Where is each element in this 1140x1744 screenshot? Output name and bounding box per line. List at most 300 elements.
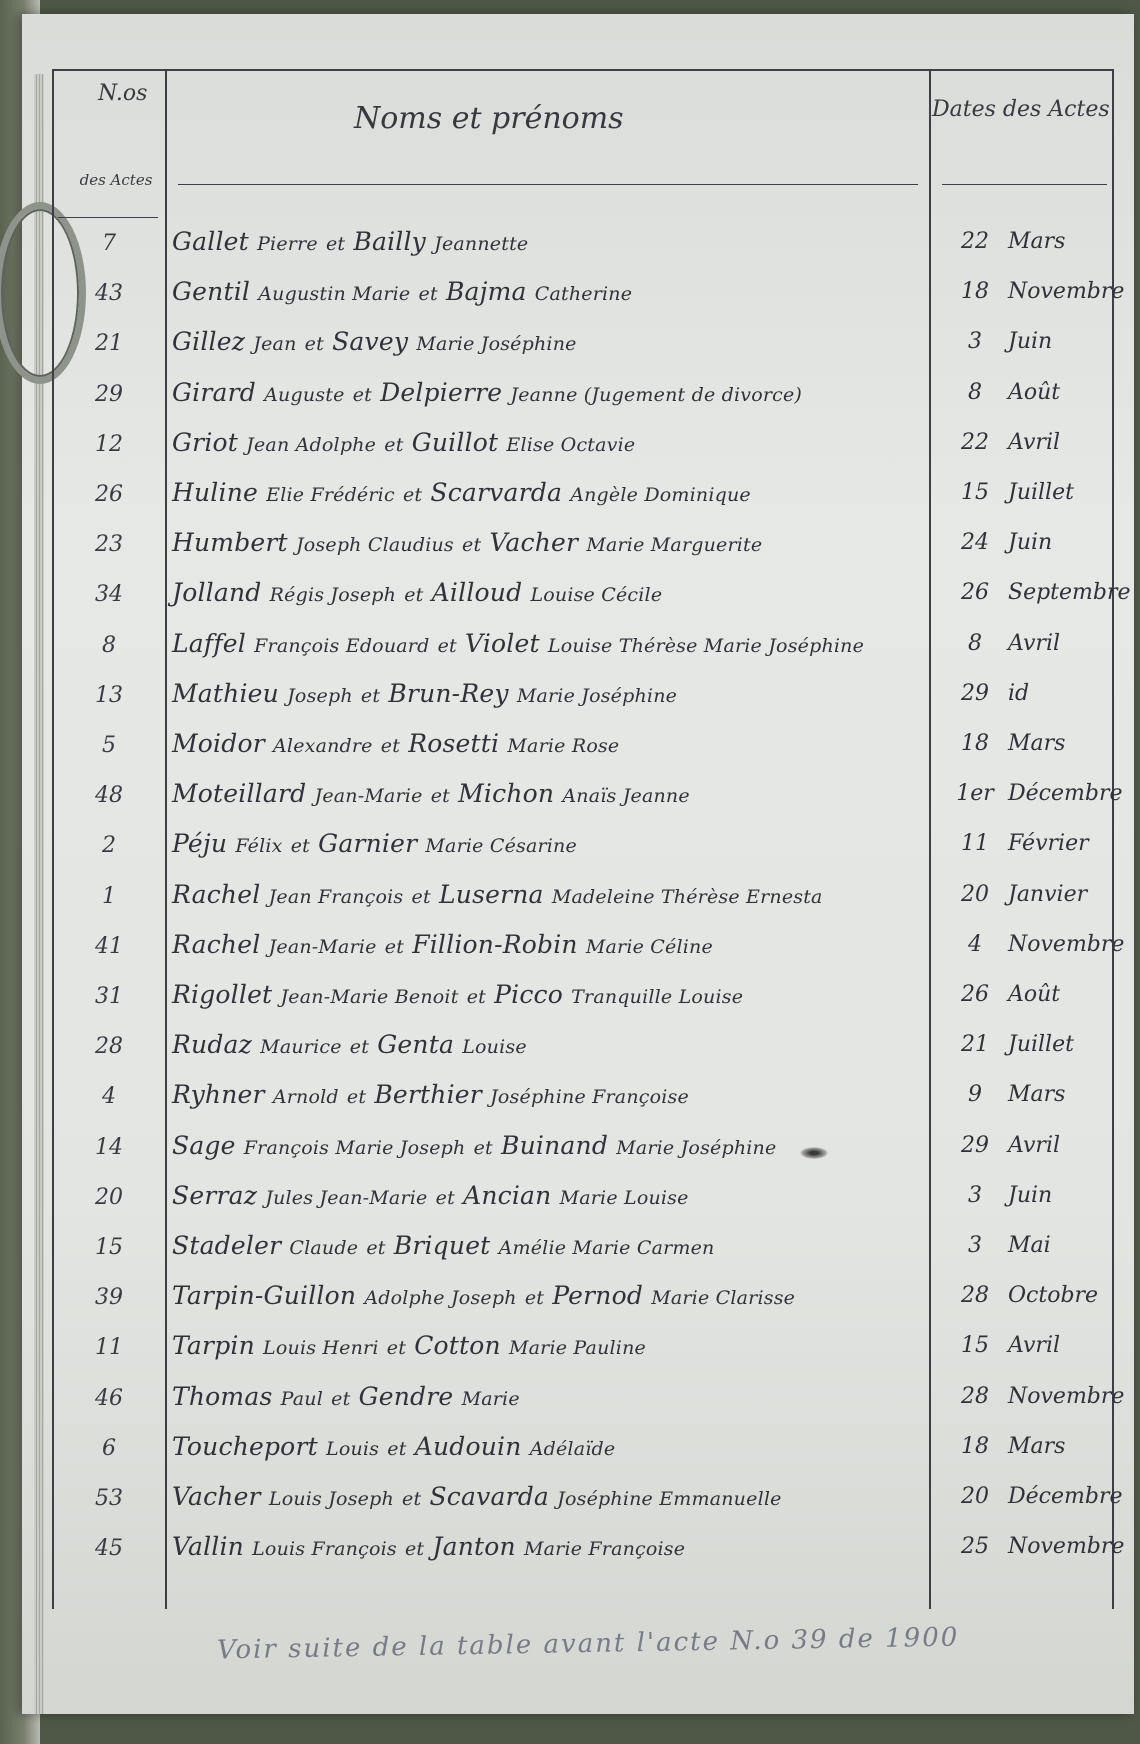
couple-names bbox=[172, 277, 932, 306]
act-date bbox=[949, 781, 1123, 807]
date-month: Juin bbox=[1008, 329, 1053, 355]
act-number: 48 bbox=[95, 783, 123, 809]
conjunction: et bbox=[331, 1387, 351, 1410]
conjunction: et bbox=[386, 1337, 407, 1360]
table-row bbox=[54, 422, 1116, 472]
conjunction: et bbox=[360, 684, 381, 707]
table-row bbox=[54, 1376, 1125, 1426]
conjunction: et bbox=[524, 1287, 545, 1310]
couple-names bbox=[172, 478, 932, 507]
act-number: 6 bbox=[102, 1435, 116, 1461]
couple-names bbox=[172, 729, 932, 758]
act-date bbox=[949, 430, 1119, 455]
surname-2: Garnier bbox=[318, 829, 418, 859]
surname-1: Rudaz bbox=[172, 1030, 253, 1060]
header-rule-num bbox=[58, 217, 158, 218]
given-names-1: Pierre bbox=[257, 233, 318, 255]
table-row bbox=[54, 522, 1116, 572]
date-month: Mars bbox=[1008, 229, 1066, 254]
couple-names bbox=[172, 1482, 932, 1511]
given-names-2: Angèle Dominique bbox=[570, 484, 751, 506]
given-names-2: Louise bbox=[462, 1036, 527, 1059]
act-date bbox=[949, 1032, 1119, 1057]
header-dates: Dates des Actes bbox=[932, 97, 1110, 122]
act-date bbox=[949, 931, 1125, 957]
given-names-2: Marie Joséphine bbox=[516, 684, 678, 707]
date-day: 20 bbox=[961, 881, 989, 907]
date-day: 15 bbox=[961, 480, 989, 505]
table-row bbox=[54, 1225, 1116, 1275]
couple-names bbox=[172, 629, 932, 658]
date-day: 29 bbox=[961, 1132, 989, 1158]
date-month: Août bbox=[1008, 379, 1061, 405]
act-number: 7 bbox=[102, 231, 116, 256]
conjunction: et bbox=[404, 584, 424, 607]
act-date bbox=[949, 380, 1119, 405]
given-names-2: Louise Thérèse Marie Joséphine bbox=[547, 634, 865, 657]
surname-2: Delpierre bbox=[380, 377, 503, 407]
act-date bbox=[949, 580, 1131, 606]
conjunction: et bbox=[290, 835, 311, 858]
date-month: Décembre bbox=[1008, 1484, 1123, 1509]
date-month: Octobre bbox=[1008, 1283, 1099, 1309]
date-month: Novembre bbox=[1008, 931, 1125, 957]
given-names-2: Jeanne (Jugement de divorce) bbox=[510, 383, 803, 406]
given-names-1: Arnold bbox=[272, 1086, 339, 1109]
surname-1: Mathieu bbox=[172, 678, 279, 708]
surname-1: Gentil bbox=[172, 277, 251, 307]
conjunction: et bbox=[384, 433, 404, 456]
conjunction: et bbox=[473, 1136, 493, 1159]
date-month: Janvier bbox=[1008, 881, 1088, 907]
surname-2: Cotton bbox=[414, 1331, 501, 1361]
date-month: id bbox=[1008, 680, 1030, 706]
table-row bbox=[54, 623, 1116, 673]
date-day: 22 bbox=[961, 229, 989, 254]
surname-2: Bajma bbox=[445, 277, 527, 307]
given-names-1: Louis Joseph bbox=[268, 1488, 394, 1510]
table-row bbox=[54, 1526, 1125, 1576]
act-date bbox=[949, 279, 1125, 305]
table-row bbox=[54, 271, 1125, 321]
surname-2: Brun-Rey bbox=[388, 678, 509, 708]
date-day: 3 bbox=[968, 1182, 982, 1208]
given-names-2: Anaïs Jeanne bbox=[562, 785, 690, 808]
conjunction: et bbox=[437, 634, 457, 657]
act-number: 28 bbox=[95, 1034, 123, 1060]
given-names-2: Jeannette bbox=[434, 233, 529, 255]
surname-2: Berthier bbox=[374, 1080, 482, 1110]
act-number: 34 bbox=[95, 582, 123, 608]
conjunction: et bbox=[404, 1538, 425, 1561]
couple-names bbox=[172, 980, 932, 1009]
couple-names bbox=[172, 1231, 932, 1260]
act-number: 46 bbox=[95, 1385, 123, 1411]
surname-1: Rachel bbox=[172, 929, 261, 959]
act-number: 41 bbox=[95, 933, 123, 959]
act-number: 31 bbox=[95, 984, 123, 1009]
conjunction: et bbox=[387, 1437, 407, 1460]
couple-names bbox=[172, 1030, 932, 1059]
given-names-1: Jean François bbox=[268, 885, 404, 908]
date-day: 29 bbox=[961, 680, 989, 706]
surname-2: Genta bbox=[377, 1030, 455, 1060]
surname-1: Laffel bbox=[172, 628, 247, 658]
couple-names bbox=[172, 327, 932, 356]
given-names-1: Félix bbox=[235, 835, 283, 858]
surname-1: Vallin bbox=[172, 1532, 244, 1562]
act-number: 39 bbox=[95, 1285, 123, 1311]
given-names-1: Augustin Marie bbox=[258, 283, 411, 306]
header-num-line1: N.os bbox=[98, 81, 148, 106]
surname-2: Scavarda bbox=[429, 1482, 550, 1511]
act-number: 43 bbox=[95, 281, 123, 307]
conjunction: et bbox=[304, 333, 324, 356]
table-row bbox=[54, 823, 1116, 873]
date-day: 3 bbox=[968, 329, 982, 355]
act-date bbox=[949, 229, 1119, 254]
act-number: 13 bbox=[95, 682, 123, 708]
table-row bbox=[54, 372, 1116, 422]
date-day: 18 bbox=[961, 1433, 989, 1459]
surname-1: Toucheport bbox=[172, 1431, 318, 1461]
date-day: 8 bbox=[968, 379, 982, 405]
surname-1: Péju bbox=[172, 829, 228, 859]
act-date bbox=[949, 1082, 1119, 1107]
given-names-1: Jean Adolphe bbox=[246, 433, 377, 456]
date-day: 22 bbox=[961, 429, 989, 455]
act-date bbox=[949, 1133, 1119, 1158]
date-day: 8 bbox=[968, 630, 982, 656]
table-row bbox=[54, 773, 1123, 823]
date-day: 15 bbox=[961, 1333, 989, 1359]
act-date bbox=[949, 681, 1119, 706]
date-day: 18 bbox=[961, 731, 989, 756]
ink-blot bbox=[800, 1147, 828, 1159]
couple-names bbox=[172, 1080, 932, 1109]
surname-1: Griot bbox=[172, 427, 239, 457]
given-names-1: Jules Jean-Marie bbox=[265, 1186, 428, 1209]
given-names-2: Marie Clarisse bbox=[651, 1287, 796, 1310]
surname-1: Girard bbox=[172, 377, 256, 407]
table-row bbox=[54, 472, 1116, 522]
table-row bbox=[54, 1325, 1116, 1375]
date-month: Mars bbox=[1008, 1082, 1066, 1108]
given-names-2: Louise Cécile bbox=[530, 584, 663, 607]
surname-1: Humbert bbox=[172, 528, 288, 558]
couple-names bbox=[172, 880, 932, 909]
given-names-1: François Marie Joseph bbox=[243, 1136, 466, 1159]
table-row bbox=[54, 572, 1131, 622]
conjunction: et bbox=[411, 885, 431, 908]
date-month: Février bbox=[1008, 831, 1089, 857]
given-names-2: Amélie Marie Carmen bbox=[498, 1237, 715, 1259]
table-row bbox=[54, 1125, 1116, 1175]
act-date bbox=[949, 631, 1119, 656]
couple-names bbox=[172, 829, 932, 858]
given-names-2: Marie Joséphine bbox=[616, 1136, 777, 1159]
header-names: Noms et prénoms bbox=[354, 101, 624, 136]
conjunction: et bbox=[349, 1036, 370, 1059]
couple-names bbox=[172, 779, 932, 808]
conjunction: et bbox=[366, 1237, 386, 1259]
given-names-2: Catherine bbox=[534, 283, 633, 306]
act-date bbox=[949, 1484, 1123, 1509]
act-number: 23 bbox=[95, 532, 123, 558]
date-day: 26 bbox=[961, 580, 989, 606]
date-day: 1er bbox=[956, 781, 994, 807]
act-number: 5 bbox=[102, 733, 116, 758]
act-date bbox=[949, 1233, 1119, 1258]
surname-2: Ancian bbox=[463, 1180, 552, 1210]
given-names-1: Adolphe Joseph bbox=[364, 1287, 517, 1310]
act-date bbox=[949, 1534, 1125, 1560]
table-row bbox=[54, 874, 1116, 924]
given-names-1: Paul bbox=[280, 1387, 323, 1410]
act-date bbox=[949, 882, 1119, 907]
act-number: 12 bbox=[95, 431, 123, 457]
given-names-1: Louis bbox=[326, 1437, 380, 1460]
date-day: 26 bbox=[961, 982, 989, 1007]
date-day: 24 bbox=[961, 530, 989, 556]
surname-2: Ailloud bbox=[431, 578, 523, 608]
surname-1: Tarpin-Guillon bbox=[172, 1281, 357, 1311]
surname-1: Ryhner bbox=[172, 1080, 265, 1110]
date-day: 9 bbox=[968, 1082, 982, 1108]
act-date bbox=[949, 1434, 1119, 1459]
given-names-1: Claude bbox=[289, 1237, 359, 1259]
act-date bbox=[949, 1383, 1125, 1409]
date-month: Septembre bbox=[1008, 580, 1131, 606]
conjunction: et bbox=[384, 935, 405, 958]
couple-names bbox=[172, 1181, 932, 1210]
given-names-1: Régis Joseph bbox=[269, 584, 397, 607]
given-names-2: Marie Marguerite bbox=[586, 534, 763, 557]
given-names-2: Joséphine Emmanuelle bbox=[557, 1488, 782, 1510]
given-names-1: Jean-Marie Benoit bbox=[280, 986, 459, 1008]
surname-2: Rosetti bbox=[408, 729, 500, 758]
act-number: 15 bbox=[95, 1235, 123, 1260]
given-names-1: Maurice bbox=[260, 1036, 342, 1059]
surname-2: Scarvarda bbox=[430, 478, 563, 507]
date-month: Avril bbox=[1008, 429, 1061, 455]
couple-names bbox=[172, 578, 932, 607]
act-number: 29 bbox=[95, 381, 123, 407]
date-day: 20 bbox=[961, 1484, 989, 1509]
register-table bbox=[52, 69, 1131, 1609]
act-number: 20 bbox=[95, 1184, 123, 1210]
act-number: 26 bbox=[95, 482, 123, 507]
table-row bbox=[54, 1024, 1116, 1074]
given-names-2: Marie bbox=[461, 1387, 520, 1410]
register-page bbox=[22, 14, 1134, 1714]
date-day: 3 bbox=[968, 1233, 982, 1258]
surname-1: Moteillard bbox=[172, 779, 307, 809]
act-number: 21 bbox=[95, 331, 123, 357]
table-row bbox=[54, 974, 1116, 1024]
surname-2: Guillot bbox=[411, 427, 499, 457]
surname-2: Buinand bbox=[501, 1130, 609, 1160]
date-month: Novembre bbox=[1008, 1534, 1125, 1560]
date-month: Décembre bbox=[1008, 781, 1123, 807]
date-month: Avril bbox=[1008, 630, 1061, 656]
surname-2: Audouin bbox=[414, 1431, 522, 1461]
surname-2: Picco bbox=[494, 980, 564, 1009]
surname-1: Gallet bbox=[172, 227, 249, 256]
conjunction: et bbox=[466, 986, 486, 1008]
surname-1: Tarpin bbox=[172, 1331, 255, 1361]
date-month: Novembre bbox=[1008, 1383, 1125, 1409]
surname-2: Bailly bbox=[353, 227, 426, 256]
given-names-2: Joséphine Françoise bbox=[490, 1086, 689, 1109]
surname-2: Janton bbox=[432, 1532, 516, 1562]
act-date bbox=[949, 731, 1119, 756]
act-date bbox=[949, 329, 1119, 354]
given-names-1: François Edouard bbox=[254, 634, 430, 657]
date-month: Mars bbox=[1008, 731, 1066, 756]
act-number: 1 bbox=[102, 883, 116, 909]
surname-2: Fillion-Robin bbox=[412, 929, 578, 959]
conjunction: et bbox=[462, 534, 482, 557]
surname-1: Rachel bbox=[172, 879, 261, 909]
surname-2: Gendre bbox=[358, 1381, 454, 1411]
date-day: 28 bbox=[961, 1383, 989, 1409]
table-row bbox=[54, 723, 1116, 773]
act-date bbox=[949, 1283, 1119, 1308]
given-names-2: Marie Joséphine bbox=[416, 333, 577, 356]
date-month: Août bbox=[1008, 982, 1061, 1007]
surname-2: Luserna bbox=[438, 879, 544, 909]
date-day: 18 bbox=[961, 279, 989, 305]
date-day: 4 bbox=[968, 931, 982, 957]
surname-2: Briquet bbox=[393, 1231, 491, 1260]
date-month: Juillet bbox=[1008, 1032, 1074, 1058]
date-month: Juin bbox=[1008, 1182, 1053, 1208]
table-row bbox=[54, 1275, 1116, 1325]
given-names-1: Jean-Marie bbox=[314, 785, 423, 808]
surname-2: Vacher bbox=[489, 528, 579, 558]
surname-1: Vacher bbox=[172, 1482, 261, 1511]
conjunction: et bbox=[418, 283, 438, 306]
header-rule-names bbox=[178, 184, 918, 185]
given-names-2: Elise Octavie bbox=[506, 433, 636, 456]
date-month: Novembre bbox=[1008, 279, 1125, 305]
couple-names bbox=[172, 1382, 932, 1411]
given-names-1: Joseph Claudius bbox=[295, 534, 454, 557]
surname-1: Jolland bbox=[172, 578, 262, 608]
given-names-1: Jean bbox=[253, 333, 297, 356]
given-names-1: Louis François bbox=[252, 1538, 397, 1561]
couple-names bbox=[172, 528, 932, 557]
date-month: Mars bbox=[1008, 1433, 1066, 1459]
date-month: Avril bbox=[1008, 1132, 1061, 1158]
table-row bbox=[54, 673, 1116, 723]
date-day: 28 bbox=[961, 1283, 989, 1309]
act-number: 8 bbox=[102, 632, 116, 658]
given-names-2: Tranquille Louise bbox=[571, 986, 744, 1008]
conjunction: et bbox=[352, 383, 372, 406]
date-month: Avril bbox=[1008, 1333, 1061, 1359]
couple-names bbox=[172, 227, 932, 256]
given-names-1: Louis Henri bbox=[263, 1337, 379, 1360]
surname-2: Savey bbox=[332, 327, 409, 357]
given-names-2: Marie Pauline bbox=[509, 1337, 646, 1360]
surname-1: Thomas bbox=[172, 1381, 273, 1411]
conjunction: et bbox=[435, 1186, 455, 1209]
given-names-1: Elie Frédéric bbox=[266, 484, 395, 506]
couple-names bbox=[172, 930, 932, 959]
surname-1: Rigollet bbox=[172, 980, 273, 1009]
surname-2: Violet bbox=[465, 628, 540, 658]
given-names-2: Adélaïde bbox=[529, 1437, 616, 1460]
given-names-2: Marie Césarine bbox=[425, 835, 577, 858]
act-date bbox=[949, 1333, 1119, 1358]
given-names-1: Auguste bbox=[264, 383, 345, 406]
surname-1: Sage bbox=[172, 1130, 236, 1160]
act-number: 14 bbox=[95, 1134, 123, 1160]
given-names-2: Marie Françoise bbox=[524, 1538, 686, 1561]
couple-names bbox=[172, 1432, 932, 1461]
surname-1: Huline bbox=[172, 478, 258, 507]
header-rule-dates bbox=[942, 184, 1107, 185]
given-names-2: Marie Rose bbox=[507, 735, 620, 757]
surname-2: Pernod bbox=[552, 1281, 644, 1311]
act-number: 11 bbox=[95, 1335, 123, 1361]
act-number: 45 bbox=[95, 1536, 123, 1562]
date-day: 25 bbox=[961, 1534, 989, 1560]
couple-names bbox=[172, 1331, 932, 1360]
conjunction: et bbox=[402, 484, 423, 506]
table-row bbox=[54, 221, 1116, 271]
date-month: Juin bbox=[1008, 530, 1053, 556]
conjunction: et bbox=[402, 1488, 422, 1510]
act-date bbox=[949, 530, 1119, 555]
conjunction: et bbox=[325, 233, 346, 255]
given-names-1: Alexandre bbox=[273, 735, 373, 757]
act-date bbox=[949, 1183, 1119, 1208]
surname-1: Serraz bbox=[172, 1180, 258, 1210]
act-number: 2 bbox=[102, 833, 116, 859]
table-row bbox=[54, 924, 1125, 974]
given-names-2: Madeleine Thérèse Ernesta bbox=[551, 885, 823, 908]
given-names-1: Jean-Marie bbox=[268, 935, 377, 958]
table-row bbox=[54, 1426, 1116, 1476]
couple-names bbox=[172, 679, 932, 708]
date-month: Mai bbox=[1008, 1233, 1051, 1258]
table-row bbox=[54, 1074, 1116, 1124]
act-number: 4 bbox=[102, 1084, 116, 1110]
table-row bbox=[54, 321, 1116, 371]
act-date bbox=[949, 480, 1119, 505]
couple-names bbox=[172, 1281, 932, 1310]
table-row bbox=[54, 1476, 1123, 1526]
surname-1: Gillez bbox=[172, 327, 246, 357]
surname-2: Michon bbox=[458, 779, 555, 809]
given-names-2: Marie Louise bbox=[559, 1186, 689, 1209]
given-names-2: Marie Céline bbox=[585, 935, 713, 958]
act-number: 53 bbox=[95, 1486, 123, 1511]
conjunction: et bbox=[380, 735, 401, 757]
footer-note: Voir suite de la table avant l'acte N.o 39 de 1900 bbox=[216, 1622, 960, 1666]
given-names-1: Joseph bbox=[287, 684, 353, 707]
table-row bbox=[54, 1175, 1116, 1225]
conjunction: et bbox=[430, 785, 450, 808]
date-day: 21 bbox=[961, 1032, 989, 1058]
act-date bbox=[949, 831, 1119, 856]
act-date bbox=[949, 982, 1119, 1007]
couple-names bbox=[172, 378, 932, 407]
date-day: 11 bbox=[961, 831, 989, 857]
